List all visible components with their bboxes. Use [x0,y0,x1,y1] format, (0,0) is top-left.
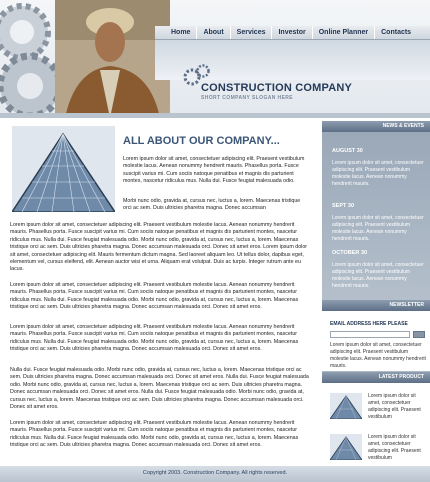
glass-roof-photo [12,126,115,212]
news-text[interactable]: Lorem ipsum dolor sit amet, consectetuer adipiscing elit. Praesent vestibulum molestie lacus. Aenean nonummy hendrerit mauris. [332,160,424,187]
product-thumbnail[interactable] [330,434,362,460]
intro-paragraph: Lorem ipsum dolor sit amet, consectetuer adipiscing elit. Praesent vestibulum molestie lacus. Aenean nonummy hendrerit mauris. Phasellus porta. Fusce suscipit varius mi. Cum sociis natoque penatibus et magnis dis parturient montes, nascetur ridiculus mus. Nulla dui. Fusce feugiat malesuada odio. [123,156,305,185]
intro-paragraph-2: Morbi nunc odio, gravida at, cursus nec, luctus a, lorem. Maecenas tristique orci ac sem. Duis ultricies pharetra magna. Donec accumsan [123,198,301,212]
product-text[interactable]: Lorem ipsum dolor sit amet, consectetuer adipiscing elit. Praesent vestibulum [368,434,421,461]
copyright-text: Copyright 2003. Construction Company. All rights reserved. [142,470,288,476]
page-title: ALL ABOUT OUR COMPANY... [123,135,280,147]
product-text[interactable]: Lorem ipsum dolor sit amet, consectetuer adipiscing elit. Praesent vestibulum [368,393,421,420]
worker-photo [55,0,170,118]
newsletter-heading-bar [322,300,430,311]
site-header [0,0,430,118]
news-heading: NEWS & EVENTS [382,123,424,129]
nav-online-planner[interactable]: Online Planner [312,26,374,39]
nav-about[interactable]: About [196,26,229,39]
main-nav [155,26,430,40]
news-heading-bar [322,121,430,132]
body-paragraph: Lorem ipsum dolor sit amet, consectetuer adipiscing elit. Praesent vestibulum molestie lacus. Aenean nonummy hendrerit mauris. Phasellus porta. Fusce suscipit varius mi. Cum sociis natoque penatibus et magnis dis parturient montes, nascetur ridiculus mus. Nulla dui. Fusce feugiat malesuada odio. Morbi nunc odio, gravida at, cursus nec, luctus a, lorem. Maecenas tristique orci ac sem. Duis ultricies pharetra magna. Donec accumsan malesuada orci. Donec sit amet eros. [10,282,299,311]
header-divider [0,113,430,118]
nav-contacts[interactable]: Contacts [374,26,417,39]
body-paragraph: Lorem ipsum dolor sit amet, consectetuer adipiscing elit. Praesent vestibulum molestie lacus. Aenean nonummy hendrerit mauris. Phasellus porta. Fusce suscipit varius mi. Cum sociis natoque penatibus et magnis dis parturient montes, nascetur ridiculus mus. Nulla dui. Fusce feugiat malesuada odio. Morbi nunc odio, gravida at, cursus nec, luctus a, lorem. Maecenas tristique orci ac sem. Duis ultricies pharetra magna. Donec accumsan malesuada orci. Donec sit amet eros. [10,324,299,353]
newsletter-text: Lorem ipsum dolor sit amet, consectetuer adipiscing elit. Praesent vestibulum molestie lacus. Aenean nonummy hendrerit mauris. [330,342,426,369]
product-heading: LATEST PRODUCT [378,374,424,380]
news-list [322,132,430,300]
nav-services[interactable]: Services [230,26,272,39]
nav-investor[interactable]: Investor [271,26,311,39]
company-slogan: SHORT COMPANY SLOGAN HERE [201,95,294,101]
body-paragraph: Nulla dui. Fusce feugiat malesuada odio. Morbi nunc odio, gravida at, cursus nec, luctus a, lorem. Maecenas tristique orci ac sem. Duis ultricies pharetra magna. Donec accumsan malesuada orci. Donec sit amet eros. Nulla dui. Fusce feugiat malesuada odio. Morbi nunc odio, gravida at, cursus nec, luctus a, lorem. Maecenas tristique orci ac sem. Duis ultricies pharetra magna. Donec accumsan malesuada orci. Donec sit amet eros. Nulla dui. Fusce feugiat malesuada odio. Morbi nunc odio, gravida at, cursus nec, luctus a, lorem. Maecenas tristique orci ac sem. Duis ultricies pharetra magna. Donec accumsan malesuada orci. Donec sit amet eros. [10,367,309,411]
body-paragraph: Lorem ipsum dolor sit amet, consectetuer adipiscing elit. Praesent vestibulum molestie lacus. Aenean nonummy hendrerit mauris. Phasellus porta. Fusce suscipit varius mi. Cum sociis natoque penatibus et magnis dis parturient montes, nascetur ridiculus mus. Nulla dui. Fusce feugiat malesuada odio. Morbi nunc odio, gravida at, cursus nec, luctus a, lorem. Maecenas tristique orci ac sem. Duis ultricies pharetra magna. Donec accumsan malesuada orci. Donec sit amet eros. Lorem ipsum dolor sit amet, consectetuer adipiscing elit. Mauris fermentum dictum magna. Sed laoreet aliquam leo. Ut tellus dolor, dapibus eget, elementum vel, cursus eleifend, elit. Aenean auctor wisi et urna. Aliquam erat volutpat. Duis ac turpis. Integer rutrum ante eu lacus. [10,222,308,273]
news-date: OCTOBER 30 [332,250,368,256]
newsletter-panel [322,311,430,371]
product-thumbnail[interactable] [330,393,362,419]
news-text[interactable]: Lorem ipsum dolor sit amet, consectetuer adipiscing elit. Praesent vestibulum molestie lacus. Aenean nonummy hendrerit mauris. [332,215,424,242]
product-list [322,383,430,466]
company-name: CONSTRUCTION COMPANY [201,82,353,94]
email-field[interactable] [330,331,410,338]
main-content [0,121,319,466]
email-label: EMAIL ADDRESS HERE PLEASE [330,321,408,327]
subscribe-button[interactable] [413,331,425,338]
newsletter-heading: NEWSLETTER [389,302,424,308]
news-text[interactable]: Lorem ipsum dolor sit amet, consectetuer adipiscing elit. Praesent vestibulum molestie lacus. Aenean nonummy hendrerit mauris. [332,262,424,289]
news-date: SEPT 30 [332,203,355,209]
site-footer [0,466,430,482]
nav-home[interactable]: Home [171,29,191,36]
news-date: AUGUST 30 [332,148,363,154]
body-paragraph: Lorem ipsum dolor sit amet, consectetuer adipiscing elit. Praesent vestibulum molestie lacus. Aenean nonummy hendrerit mauris. Phasellus porta. Fusce suscipit varius mi. Cum sociis natoque penatibus et magnis dis parturient montes, nascetur ridiculus mus. Nulla dui. Fusce feugiat malesuada odio. Morbi nunc odio, gravida at, cursus nec, luctus a, lorem. Maecenas tristique orci ac sem. Duis ultricies pharetra magna. Donec accumsan malesuada orci. Donec sit amet eros. [10,420,299,449]
sidebar [322,121,430,466]
product-heading-bar [322,372,430,383]
